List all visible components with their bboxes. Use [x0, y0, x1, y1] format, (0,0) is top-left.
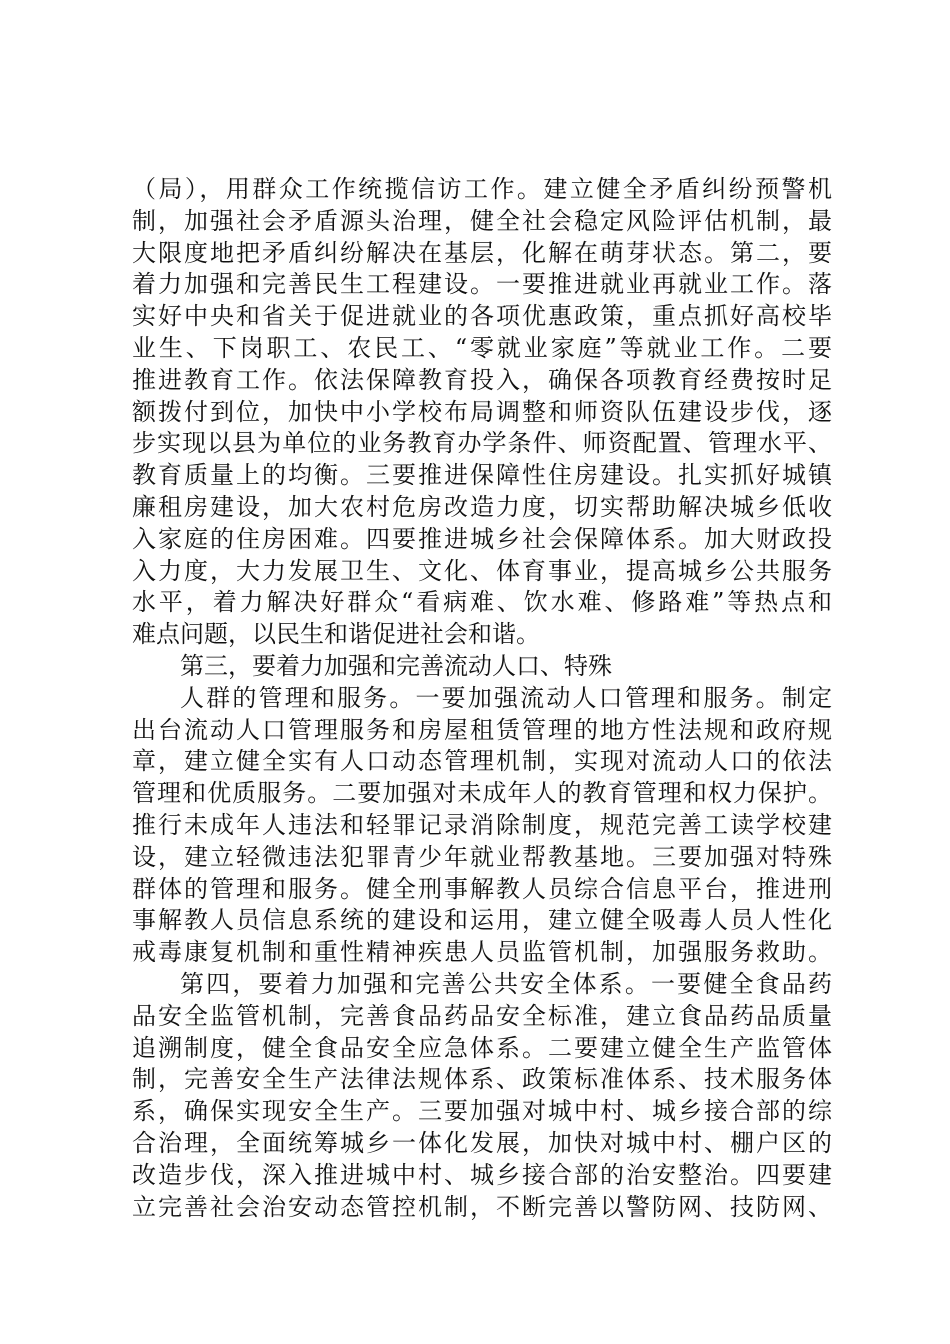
text-line: 教育质量上的均衡。三要推进保障性住房建设。扎实抓好城镇 [132, 461, 832, 490]
text-line: 改造步伐，深入推进城中村、城乡接合部的治安整治。四要建 [132, 1160, 832, 1189]
text-line: 廉租房建设，加大农村危房改造力度，切实帮助解决城乡低收 [132, 492, 832, 521]
text-line: 出台流动人口管理服务和房屋租赁管理的地方性法规和政府规 [132, 715, 832, 744]
text-line: 着力加强和完善民生工程建设。一要推进就业再就业工作。落 [132, 270, 832, 299]
text-line: （局），用群众工作统揽信访工作。建立健全矛盾纠纷预警机 [132, 175, 832, 203]
paragraph-heading-line: 第三，要着力加强和完善流动人口、特殊 [180, 651, 612, 680]
text-line: 戒毒康复机制和重性精神疾患人员监管机制，加强服务救助。 [132, 938, 832, 967]
text-line: 立完善社会治安动态管控机制，不断完善以警防网、技防网、 [132, 1192, 832, 1221]
document-body [132, 174, 832, 1223]
text-line: 设，建立轻微违法犯罪青少年就业帮教基地。三要加强对特殊 [132, 842, 832, 871]
text-line: 系，确保实现安全生产。三要加强对城中村、城乡接合部的综 [132, 1097, 832, 1126]
paragraph-heading-line: 第四，要着力加强和完善公共安全体系。一要健全食品药 [180, 969, 832, 998]
text-line: 实好中央和省关于促进就业的各项优惠政策，重点抓好高校毕 [132, 302, 832, 331]
text-line: 水平，着力解决好群众“看病难、饮水难、修路难”等热点和 [132, 588, 832, 617]
text-line: 品安全监管机制，完善食品药品安全标准，建立食品药品质量 [132, 1001, 832, 1030]
text-line: 业生、下岗职工、农民工、“零就业家庭”等就业工作。二要 [132, 333, 832, 362]
text-line: 难点问题，以民生和谐促进社会和谐。 [132, 620, 540, 649]
text-line: 事解教人员信息系统的建设和运用，建立健全吸毒人员人性化 [132, 906, 832, 935]
text-line: 大限度地把矛盾纠纷解决在基层，化解在萌芽状态。第二，要 [132, 238, 832, 267]
text-line: 推行未成年人违法和轻罪记录消除制度，规范完善工读学校建 [132, 810, 832, 839]
text-line: 入家庭的住房困难。四要推进城乡社会保障体系。加大财政投 [132, 524, 832, 553]
text-line: 管理和优质服务。二要加强对未成年人的教育管理和权力保护。 [132, 779, 832, 808]
text-line: 步实现以县为单位的业务教育办学条件、师资配置、管理水平、 [132, 429, 832, 458]
text-line: 推进教育工作。依法保障教育投入，确保各项教育经费按时足 [132, 365, 832, 394]
text-line: 合治理，全面统筹城乡一体化发展，加快对城中村、棚户区的 [132, 1128, 832, 1157]
text-line: 追溯制度，健全食品安全应急体系。二要建立健全生产监管体 [132, 1033, 832, 1062]
text-line: 人群的管理和服务。一要加强流动人口管理和服务。制定 [180, 683, 832, 712]
text-line: 制，完善安全生产法律法规体系、政策标准体系、技术服务体 [132, 1065, 832, 1094]
text-line: 制，加强社会矛盾源头治理，健全社会稳定风险评估机制，最 [132, 206, 832, 235]
text-line: 入力度，大力发展卫生、文化、体育事业，提高城乡公共服务 [132, 556, 832, 585]
text-line: 章，建立健全实有人口动态管理机制，实现对流动人口的依法 [132, 747, 832, 776]
text-line: 额拨付到位，加快中小学校布局调整和师资队伍建设步伐，逐 [132, 397, 832, 426]
text-line: 群体的管理和服务。健全刑事解教人员综合信息平台，推进刑 [132, 874, 832, 903]
